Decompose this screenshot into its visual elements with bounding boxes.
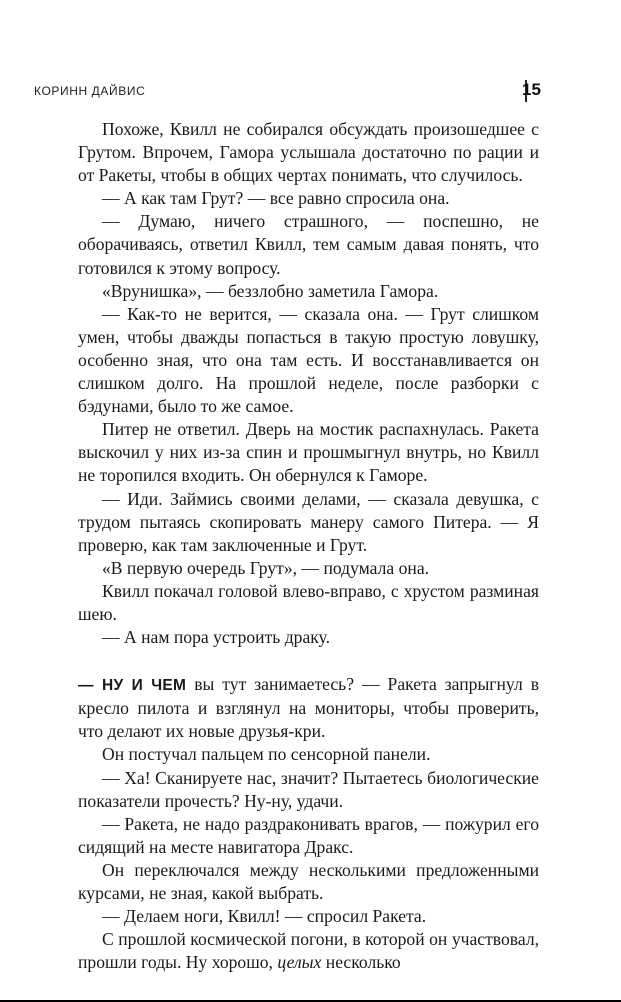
paragraph: — Ха! Сканируете нас, значит? Пытаетесь биологические показатели прочесть? Ну-ну, удачи.: [78, 767, 539, 811]
section-break: [78, 649, 539, 673]
paragraph: — А нам пора устроить драку.: [102, 627, 330, 648]
body-text: [78, 118, 539, 974]
paragraph: — Иди. Займись своими делами, — сказала девушка, с трудом пытаясь скопировать манеру самого Питера. — Я проверю, как там заключенные и Грут.: [78, 488, 539, 555]
paragraph: Он постучал пальцем по сенсорной панели.: [102, 744, 431, 765]
paragraph-last: [78, 928, 539, 974]
paragraph: — А как там Грут? — все равно спросила она.: [102, 188, 450, 209]
section-opening-paragraph: [78, 673, 539, 743]
paragraph: «В первую очередь Грут», — подумала она.: [102, 557, 430, 578]
paragraph: — Думаю, ничего страшного, — поспешно, не оборачиваясь, ответил Квилл, тем самым давая понять, что готовился к этому вопросу.: [78, 211, 539, 278]
running-header: [34, 80, 537, 104]
paragraph: Похоже, Квилл не собирался обсуждать произошедшее с Грутом. Впрочем, Гамора услышала достаточно по рации и от Ракеты, чтобы в общих чертах понимать, что случилось.: [78, 119, 539, 186]
last-paragraph-italic: целых: [277, 952, 322, 973]
paragraph: — Делаем ноги, Квилл! — спросил Ракета.: [102, 906, 427, 927]
last-paragraph-start: С прошлой космической погони, в которой он участвовал, прошли годы. Ну хорошо,: [78, 929, 539, 973]
paragraph: Он переключался между несколькими предложенными курсами, не зная, какой выбрать.: [78, 859, 539, 903]
section-lead-rest: вы тут занимаетесь? — Ракета запрыгнул в кресло пилота и взглянул на мониторы, чтобы проверить, что делают их новые друзья-кри.: [78, 674, 539, 742]
paragraph: — Как-то не верится, — сказала она. — Грут слишком умен, чтобы дважды попасться в такую простую ловушку, особенно зная, что она там есть. И восстанавливается он слишком долго. На прошлой неделе, после разборки с бэдунами, было то же самое.: [78, 303, 539, 417]
last-paragraph-end: несколько: [321, 952, 401, 973]
running-head-author: КОРИНН ДАЙВИС: [34, 84, 146, 98]
paragraph: Квилл покачал головой влево-вправо, с хрустом разминая шею.: [78, 580, 539, 624]
paragraph: «Врунишка», — беззлобно заметила Гамора.: [102, 280, 439, 301]
section-lead-in: — НУ И ЧЕМ: [78, 677, 187, 695]
paragraph: — Ракета, не надо раздраконивать врагов, — пожурил его сидящий на месте навигатора Дракс.: [78, 813, 539, 857]
paragraph: Питер не ответил. Дверь на мостик распахнулась. Ракета выскочил у них из-за спин и прошмыгнул внутрь, но Квилл не торопился входить. Он обернулся к Гаморе.: [78, 419, 539, 486]
page-number: 15: [522, 80, 541, 99]
